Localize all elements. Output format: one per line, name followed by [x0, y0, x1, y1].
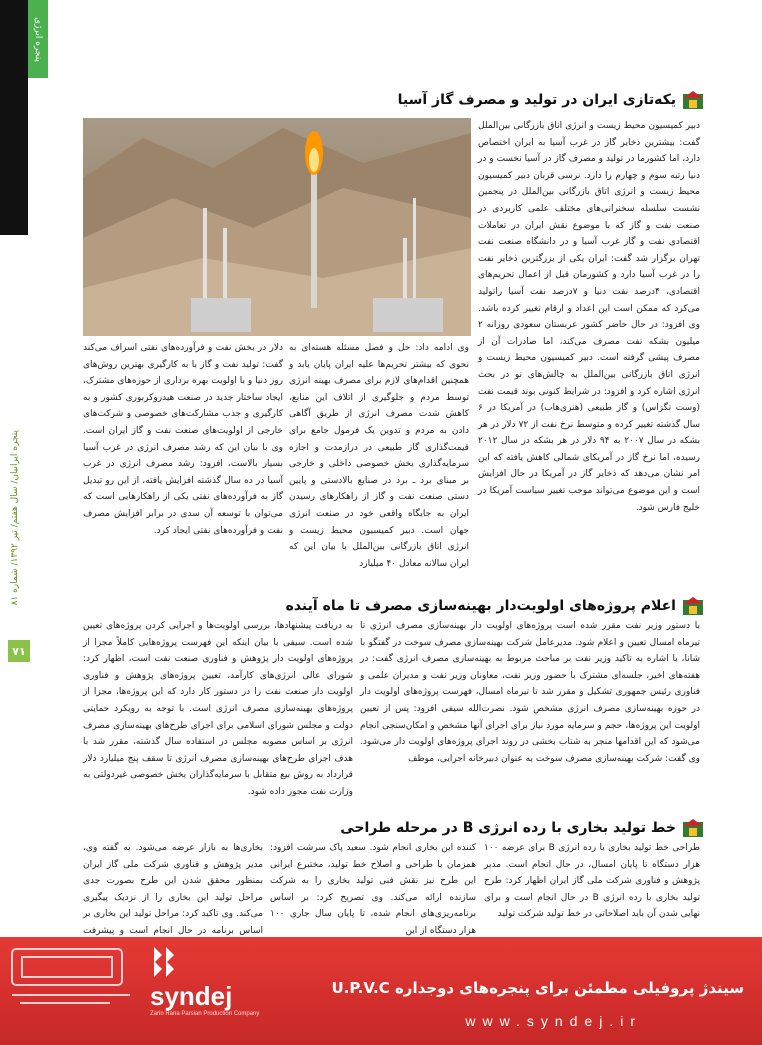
syndej-logo-icon	[150, 945, 190, 979]
article3-title: خط تولید بخاری با رده انرژی B در مرحله طراحی	[340, 820, 676, 836]
article1-col-left: دلار در بخش نفت و فرآورده‌های نفتی اسراف می‌کند گفت: تولید نفت و گاز با به کارگیری بهترین روش‌های روز دنیا و با اولویت بهره برداری از حوزه‌های مشترک، ایجاد ساختار جدید در صنعت هیدروکربوری کشور و به کارگیری و جذب مشارکت‌های خصوصی و شرکت‌های خارجی از اولویت‌های صنعت نفت و گاز ایران است. وی با بیان این که رشد مصرف انرژی در غرب آسیا بسیار بالاست، افزود: رشد مصرف انرژی در غرب آسیا در ده سال گذشته افزایش یافته، از این رو تبدیل گاز به فرآورده‌های نفتی یکی از راهکارهایی است که می‌توان با توسعه آن سدی در برابر افزایش مصرف نفت و فرآورده‌های نفتی ایجاد کرد.	[83, 343, 283, 536]
house-flame-icon	[682, 90, 704, 110]
article2-col-right: با دستور وزیر نفت مقرر شده است پروژه‌های اولویت دار بهینه‌سازی مصرف انرژی تا تیرماه امسال تعیین و اعلام شود. مدیرعامل شرکت بهینه‌سازی مصرف سوخت در گفتگو با شانا، با اشاره به تاکید وزیر نفت بر مباحث مربوط به بهینه‌سازی مصرف انرژی گفت: در هفته‌های اخیر، جلسه‌ای مشترک با حضور وزیر نفت، معاونان وزیر نفت و مدیران علمی و فناوری رئیس جمهوری تشکیل و مقرر شد تا تیرماه امسال، فهرست پروژه‌های اولویت دار در حوزه بهینه‌سازی مصرف انرژی مشخص شود. نصرت‌الله سیفی افزود: پس از تعیین اولویت این پروژه‌ها، حجم و سرمایه مورد نیاز برای اجرای آنها مشخص و امکان‌سنجی انجام می‌شود که این اقدامها منجر به شتاب بخشی در روند اجرای پروژه‌های اولویت دار می‌شود. وی گفت: شرکت بهینه‌سازی مصرف سوخت به عنوان دبیرخانه اجرایی، موظف	[360, 621, 700, 764]
house-flame-icon	[682, 596, 704, 616]
article3-col-middle: کننده این بخاری انجام شود. سعید پاک سرشت افزود: همزمان با طراحی و اصلاح خط تولید، مختبرع ایرانی این طرح نیز نقش فنی تولید بخاری را به شرکت سازنده ارائه می‌کند. وی تصریح کرد: بر اساس برنامه‌ریزی‌های انجام شده، تا پایان سال جاری ۱۰۰ هزار دستگاه از این	[270, 843, 476, 936]
brand-subtitle: Zarin Rana Parsian Production Company	[150, 1011, 260, 1017]
syndej-ad-banner	[0, 937, 762, 1045]
ad-slogan: سیندژ پروفیلی مطمئن برای پنجره‌های دوجداره U.P.V.C	[331, 979, 744, 997]
section-tab: پنجره انرژی	[28, 0, 48, 78]
article1-title: یکه‌تازی ایران در تولید و مصرف گاز آسیا	[397, 92, 676, 108]
article2-col-left: به دریافت پیشنهادها، بررسی اولویت‌ها و اجرایی کردن پروژه‌های تعیین شده است. سیفی با بیان اینکه این فهرست پروژه‌هایی کاملاً مجزا از پروژه‌های اولویت دار پژوهش و فناوری صنعت نفت است، اظهار کرد: شورای عالی انرژی‌های کارآمد، تعیین پروژه‌های پژوهش و فناوری اولویت دار صنعت نفت را در دستور کار دارد که این پروژه‌ها، مجزا از پروژه‌های بهینه‌سازی مصرف انرژی است. با توجه به رویکرد حمایتی دولت و مجلس شورای اسلامی برای اجرای طرح‌های بهینه‌سازی مصرف انرژی بر اساس مصوبه مجلس در استفاده سال گذشته، مقرر شد با هدف اجرای طرح‌های بهینه‌سازی مصرف انرژی تا سقف پنج میلیارد دلار قرارداد به روش بیع متقابل با سرمایه‌گذاران بخش خصوصی غیردولتی به وزارت نفت مجوز داده شود.	[83, 621, 353, 797]
article3-col-left: بخاری‌ها به بازار عرضه می‌شود. به گفته وی، مدیر پژوهش و فناوری شرکت ملی گاز ایران بمنظور محقق شدن این طرح بصورت جدی مراحل تولید این بخاری را از نزدیک پیگیری می‌کند. وی تاکید کرد: مراحل تولید این بخاری بر اساس برنامه در حال انجام است و پیشرفت	[83, 843, 263, 936]
page-number: ۷۱	[8, 640, 30, 662]
issue-info: پنجره ایرانیان/ سال هفتم/ تیر ۱۳۹۲/ شماره ۸۱	[10, 430, 20, 606]
profile-drawing-icon	[0, 937, 140, 1017]
article2-heading	[286, 596, 704, 616]
article3-heading	[340, 818, 704, 838]
house-flame-icon	[682, 818, 704, 838]
gas-flare-photo	[83, 118, 471, 336]
side-black-tab	[0, 0, 28, 235]
article2-title: اعلام پروژه‌های اولویت‌دار بهینه‌سازی مصرف تا ماه آینده	[285, 598, 676, 614]
article1-col-middle: وی ادامه داد: حل و فصل مسئله هسته‌ای به نحوی که بیشتر تحریم‌ها علیه ایران پایان یابد و همچنین اقدام‌های لازم برای مصرف بهینه انرژی توسط مردم و جلوگیری از اتلاف این منابع، کاهش شدت مصرف انرژی از طریق آگاهی دادن به مردم و تدوین یک فرمول جامع برای قیمت‌گذاری گاز طبیعی در درازمدت و اجازه سرمایه‌گذاری بخش خصوصی داخلی و خارجی بر مبنای برد ـ برد در صنایع بالادستی و پایین دستی صنعت نفت و گاز از راهکارهای رسیدن ایران به جایگاه واقعی خود در صنعت انرژی جهان است. دبیر کمیسیون محیط زیست و انرژی اتاق بازرگانی بین‌الملل با بیان این که ایران سالانه معادل ۴۰ میلیارد	[289, 343, 469, 569]
website-link[interactable]: www.syndej.ir	[465, 1013, 642, 1029]
article1-heading	[398, 90, 704, 110]
article1-col-right: دبیر کمیسیون محیط زیست و انرژی اتاق بازرگانی بین‌الملل گفت: بیشترین ذخایر گاز در غرب آسیا به ایران اختصاص دارد، اما کشورما در تولید و مصرف گاز در آسیا نخست و در دنیا رتبه سوم و چهارم را دارد. نرسی قربان دبیر کمیسیون محیط زیست و انرژی اتاق بازرگانی بین‌الملل در پنجمین نشست سلسله سخنرانی‌های مختلف علمی کاربردی در صنعت نفت و گاز که با موضوع نقش ایران در تعاملات اقتصادی نفت و گاز غرب آسیا و در دانشگاه صنعت نفت تهران برگزار شد گفت: ایران یکی از بزرگترین ذخایر نفت را در غرب آسیا دارد و کشورمان قبل از اعمال تحریم‌های اقتصادی، ۴درصد نفت دنیا و ۷درصد نفت آسیا راتولید می‌کرد که ممکن است این اعداد و ارقام تغییر کرده باشد. وی افزود: در حال حاضر کشور عربستان سعودی روزانه ۲ میلیون بشکه نفت مصرف می‌کند، اما صادرات آن از مصرف پیشی گرفته است. دبیر کمیسیون محیط زیست و انرژی اتاق بازرگانی بین‌الملل به چالش‌های نو در بحث انرژی اشاره کرد و افزود: در شرایط کنونی بوند قیمت نفت (وست تگزاس) و گاز طبیعی (هنری‌هاب) در آمریکا در ۶ سال گذشته تغییر کرده و متوسط نرخ نفت از ۷۲ دلار در هر بشکه در سال ۲۰۰۷ به ۹۴ دلار در هر بشکه در سال ۲۰۱۲ رسیده، اما نرخ گاز در آمریکای شمالی کاهش یافته که این امر نشان می‌دهد که ذخایر گاز در آمریکا در حال افزایش است و این موضوع می‌تواند موجب تغییر سیاست آمریکا در خلیج فارس شود.	[478, 121, 700, 513]
article3-col-right: طراحی خط تولید بخاری با رده انرژی B برای عرضه ۱۰۰ هزار دستگاه تا پایان امسال، در حال انجام است. مدیر پژوهش و فناوری شرکت ملی گاز ایران اظهار کرد: طرح تولید بخاری با رده انرژی B در حال انجام است و برای نهایی شدن آن باید اصلاحاتی در خط تولید شرکت تولید	[484, 843, 701, 920]
brand-name: syndej	[150, 981, 233, 1011]
